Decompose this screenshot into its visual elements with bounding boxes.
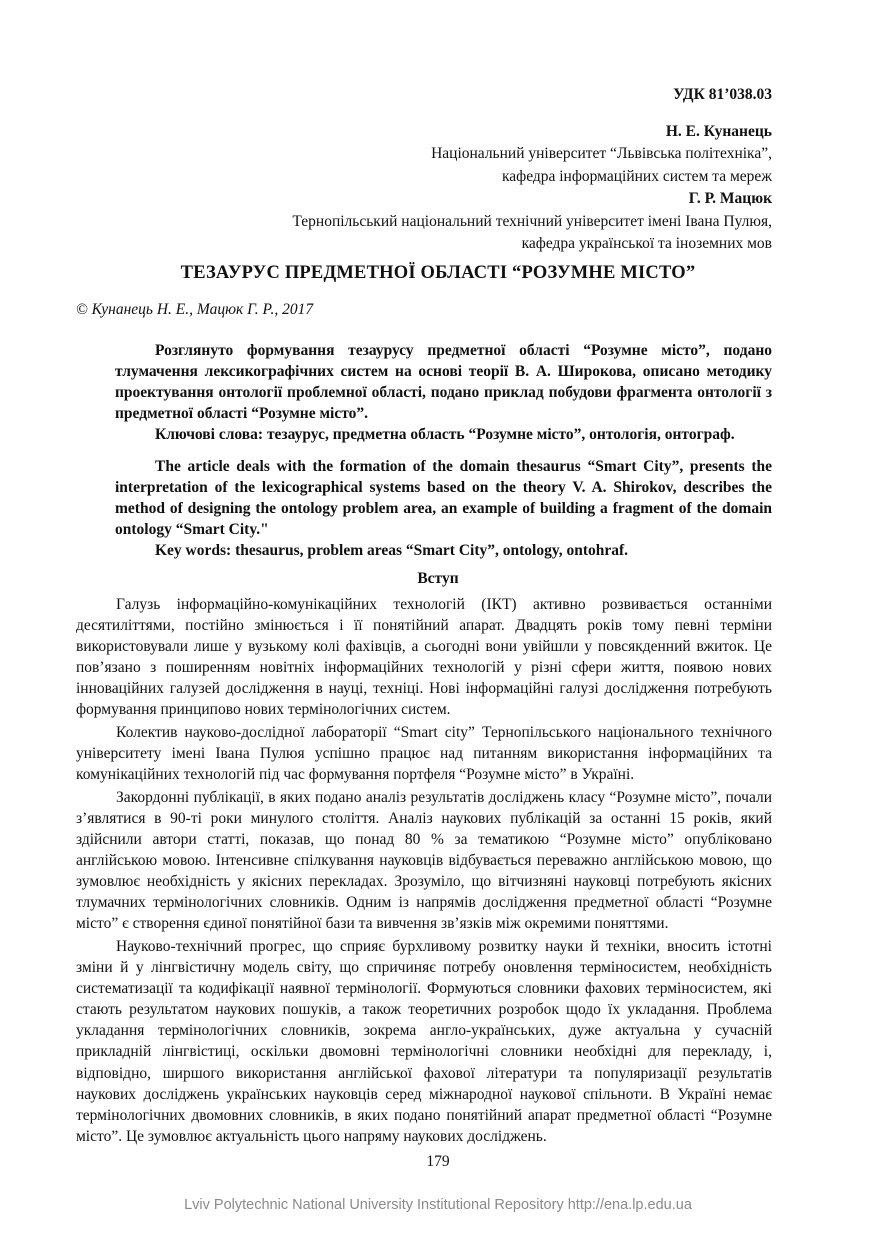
author-department: кафедра інформаційних систем та мереж — [501, 167, 772, 185]
copyright-line: © Кунанець Н. Е., Мацюк Г. Р., 2017 — [76, 301, 314, 318]
keywords: Ключові слова: тезаурус, предметна область “Розумне місто”, онтологія, онтограф. — [155, 426, 735, 443]
abstract-ukrainian — [115, 340, 772, 445]
keywords: Key words: thesaurus, problem areas “Smart City”, ontology, ontohraf. — [155, 542, 629, 559]
author-name: Г. Р. Мацюк — [688, 190, 772, 208]
abstract-english — [115, 456, 772, 561]
page-number: 179 — [426, 1153, 450, 1170]
authors-block — [292, 121, 772, 255]
author-affiliation: Тернопільський національний технічний університет імені Івана Пулюя, — [292, 212, 772, 230]
paragraph: Науково-технічний прогрес, що сприяє бурхливому розвитку науки й техніки, вносить істотні зміни й у лінгвістичну модель світу, що спричиняє потребу оновлення терміносистем, необхідність систематизації та кодифікації наявної термінології. Формуються словники фахових терміносистем, які стають результатом наукових пошуків, а також теоретичних розробок щодо їх укладання. Проблема укладання термінологічних словників, зокрема англо-українських, дуже актуальна у сучасній прикладній лінгвістиці, оскільки двомовні термінологічні словники необхідні для перекладу, і, відповідно, ширшого використання англійської фахової літератури та популяризації результатів наукових досліджень українських науковців серед міжнародної наукової спільноти. В Україні немає термінологічних двомовних словників, в яких подано понятійний апарат предметної області “Розумне місто”. Це зумовлює актуальність цього напряму наукових досліджень. — [76, 938, 772, 1145]
author-name: Н. Е. Кунанець — [665, 123, 772, 140]
udk-code: УДК 81’038.03 — [673, 86, 772, 103]
abstract-text: Розглянуто формування тезаурусу предметної області “Розумне місто”, подано тлумачення лексикографічних систем на основі теорії В. А. Широкова, описано методику проектування онтології проблемної області, подано приклад побудови фрагмента онтології з предметної області “Розумне місто”. — [115, 342, 772, 422]
author-department: кафедра української та іноземних мов — [521, 235, 772, 253]
paragraph: Галузь інформаційно-комунікаційних технологій (ІКТ) активно розвивається останніми десятиліттями, постійно змінюється і її понятійний апарат. Двадцять років тому певні терміни використовували лише у вузькому колі фахівців, а сьогодні вони увійшли у повсякденний вжиток. Це пов’язано з поширенням новітніх інформаційних технологій у різні сфери життя, появою нових інноваційних галузей дослідження в науці, техніці. Нові інформаційні галузі дослідження потребують формування принципово нових термінологічних систем. — [76, 596, 772, 719]
paragraph: Закордонні публікації, в яких подано аналіз результатів досліджень класу “Розумне місто”, почали з’являтися в 90-ті роки минулого століття. Аналіз наукових публікацій за останні 15 років, який здійснили автори статті, показав, що понад 80 % за тематикою “Розумне місто” опубліковано англійською мовою. Інтенсивне спілкування науковців відбувається переважно англійською мовою, що зумовлює необхідність у якісних перекладах. Зрозуміло, що вітчизняні науковці потребують якісних тлумачних термінологічних словників. Одним із напрямів дослідження предметної області “Розумне місто” є створення єдиної понятійної бази та вивчення зв’язків між окремими поняттями. — [76, 788, 772, 933]
paragraph: Колектив науково-дослідної лабораторії “Smart city” Тернопільського національного технічного університету імені Івана Пулюя успішно працює над питанням використання інформаційних та комунікаційних технологій під час формування портфеля “Розумне місто” в Україні. — [76, 724, 772, 784]
paper-title: ТЕЗАУРУС ПРЕДМЕТНОЇ ОБЛАСТІ “РОЗУМНЕ МІСТО” — [180, 263, 696, 283]
repository-footer: Lviv Polytechnic National University Institutional Repository http://ena.lp.edu.ua — [184, 1197, 692, 1213]
body-text — [76, 594, 772, 1148]
author-affiliation: Національний університет “Львівська політехніка”, — [431, 145, 772, 163]
abstract-text: The article deals with the formation of the domain thesaurus “Smart City”, presents the interpretation of the lexicographical systems based on the theory V. A. Shirokov, describes the method of designing the ontology problem area, an example of building a fragment of the domain ontology “Smart City." — [115, 458, 772, 538]
section-heading: Вступ — [417, 570, 459, 587]
